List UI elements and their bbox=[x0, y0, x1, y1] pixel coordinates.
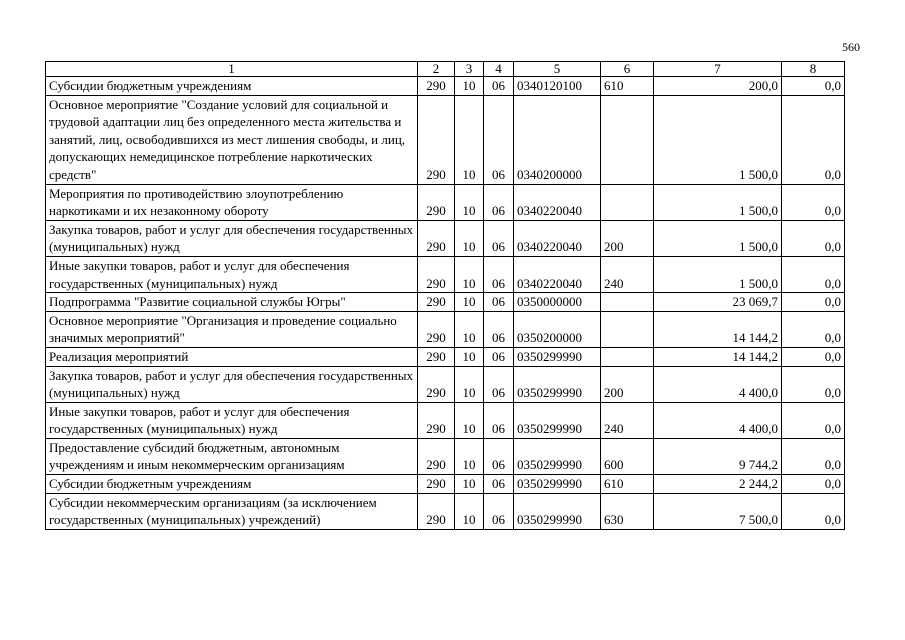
cell-col-6: 610 bbox=[601, 77, 654, 96]
cell-col-6: 200 bbox=[601, 366, 654, 402]
column-header-4: 4 bbox=[484, 62, 514, 77]
table-row bbox=[46, 438, 845, 474]
cell-col-3: 10 bbox=[455, 77, 484, 96]
cell-col-6: 240 bbox=[601, 402, 654, 438]
cell-col-5: 0340120100 bbox=[514, 77, 601, 96]
cell-col-2: 290 bbox=[418, 220, 455, 256]
cell-col-2: 290 bbox=[418, 475, 455, 494]
table-row bbox=[46, 220, 845, 256]
cell-col-2: 290 bbox=[418, 366, 455, 402]
table-row bbox=[46, 311, 845, 347]
cell-col-5: 0350299990 bbox=[514, 347, 601, 366]
cell-col-4: 06 bbox=[484, 475, 514, 494]
cell-col-3: 10 bbox=[455, 475, 484, 494]
cell-col-8: 0,0 bbox=[782, 293, 845, 312]
cell-col-7: 1 500,0 bbox=[654, 184, 782, 220]
row-name: Иные закупки товаров, работ и услуг для обеспечения государственных (муниципальных) нужд bbox=[46, 402, 418, 438]
cell-col-8: 0,0 bbox=[782, 347, 845, 366]
cell-col-7: 9 744,2 bbox=[654, 438, 782, 474]
cell-col-7: 4 400,0 bbox=[654, 366, 782, 402]
cell-col-2: 290 bbox=[418, 438, 455, 474]
table-row bbox=[46, 95, 845, 184]
cell-col-3: 10 bbox=[455, 95, 484, 184]
row-name: Субсидии бюджетным учреждениям bbox=[46, 475, 418, 494]
cell-col-2: 290 bbox=[418, 347, 455, 366]
row-name: Основное мероприятие "Организация и проведение социально значимых мероприятий" bbox=[46, 311, 418, 347]
row-name: Субсидии некоммерческим организациям (за исключением государственных (муниципальных) учреждений) bbox=[46, 493, 418, 529]
cell-col-2: 290 bbox=[418, 293, 455, 312]
row-name: Реализация мероприятий bbox=[46, 347, 418, 366]
cell-col-7: 200,0 bbox=[654, 77, 782, 96]
cell-col-2: 290 bbox=[418, 184, 455, 220]
row-name: Закупка товаров, работ и услуг для обеспечения государственных (муниципальных) нужд bbox=[46, 220, 418, 256]
column-header-8: 8 bbox=[782, 62, 845, 77]
cell-col-8: 0,0 bbox=[782, 77, 845, 96]
cell-col-3: 10 bbox=[455, 366, 484, 402]
row-name: Мероприятия по противодействию злоупотреблению наркотиками и их незаконному обороту bbox=[46, 184, 418, 220]
cell-col-2: 290 bbox=[418, 402, 455, 438]
row-name: Основное мероприятие "Создание условий для социальной и трудовой адаптации лиц без определенного места жительства и занятий, лиц, освободившихся из мест лишения свободы, и лиц, допускающих немедицинское потребление наркотических средств" bbox=[46, 95, 418, 184]
cell-col-2: 290 bbox=[418, 95, 455, 184]
cell-col-2: 290 bbox=[418, 77, 455, 96]
cell-col-5: 0350200000 bbox=[514, 311, 601, 347]
cell-col-4: 06 bbox=[484, 311, 514, 347]
cell-col-3: 10 bbox=[455, 438, 484, 474]
cell-col-4: 06 bbox=[484, 366, 514, 402]
cell-col-6: 240 bbox=[601, 256, 654, 292]
cell-col-2: 290 bbox=[418, 311, 455, 347]
cell-col-6: 630 bbox=[601, 493, 654, 529]
cell-col-6: 600 bbox=[601, 438, 654, 474]
table-row bbox=[46, 256, 845, 292]
cell-col-5: 0350299990 bbox=[514, 366, 601, 402]
cell-col-8: 0,0 bbox=[782, 438, 845, 474]
cell-col-3: 10 bbox=[455, 256, 484, 292]
table-row bbox=[46, 366, 845, 402]
cell-col-6: 200 bbox=[601, 220, 654, 256]
cell-col-5: 0350299990 bbox=[514, 402, 601, 438]
cell-col-5: 0340220040 bbox=[514, 220, 601, 256]
cell-col-6 bbox=[601, 347, 654, 366]
column-header-1: 1 bbox=[46, 62, 418, 77]
cell-col-3: 10 bbox=[455, 293, 484, 312]
cell-col-4: 06 bbox=[484, 493, 514, 529]
cell-col-5: 0350000000 bbox=[514, 293, 601, 312]
table-row bbox=[46, 347, 845, 366]
cell-col-8: 0,0 bbox=[782, 220, 845, 256]
table-row bbox=[46, 493, 845, 529]
row-name: Подпрограмма "Развитие социальной службы Югры" bbox=[46, 293, 418, 312]
cell-col-8: 0,0 bbox=[782, 475, 845, 494]
cell-col-4: 06 bbox=[484, 347, 514, 366]
cell-col-8: 0,0 bbox=[782, 366, 845, 402]
cell-col-7: 23 069,7 bbox=[654, 293, 782, 312]
column-header-7: 7 bbox=[654, 62, 782, 77]
column-header-6: 6 bbox=[601, 62, 654, 77]
cell-col-7: 14 144,2 bbox=[654, 311, 782, 347]
cell-col-7: 4 400,0 bbox=[654, 402, 782, 438]
budget-table bbox=[45, 61, 845, 530]
cell-col-4: 06 bbox=[484, 256, 514, 292]
cell-col-6 bbox=[601, 184, 654, 220]
cell-col-3: 10 bbox=[455, 311, 484, 347]
cell-col-4: 06 bbox=[484, 95, 514, 184]
row-name: Субсидии бюджетным учреждениям bbox=[46, 77, 418, 96]
cell-col-7: 2 244,2 bbox=[654, 475, 782, 494]
cell-col-5: 0340220040 bbox=[514, 184, 601, 220]
cell-col-4: 06 bbox=[484, 184, 514, 220]
cell-col-2: 290 bbox=[418, 493, 455, 529]
page-number: 560 bbox=[842, 40, 860, 54]
cell-col-4: 06 bbox=[484, 402, 514, 438]
cell-col-4: 06 bbox=[484, 77, 514, 96]
table-row bbox=[46, 402, 845, 438]
cell-col-7: 1 500,0 bbox=[654, 95, 782, 184]
column-header-3: 3 bbox=[455, 62, 484, 77]
cell-col-7: 1 500,0 bbox=[654, 220, 782, 256]
cell-col-6 bbox=[601, 95, 654, 184]
cell-col-6 bbox=[601, 293, 654, 312]
cell-col-4: 06 bbox=[484, 438, 514, 474]
row-name: Предоставление субсидий бюджетным, автономным учреждениям и иным некоммерческим организациям bbox=[46, 438, 418, 474]
cell-col-8: 0,0 bbox=[782, 311, 845, 347]
cell-col-8: 0,0 bbox=[782, 184, 845, 220]
table-row bbox=[46, 184, 845, 220]
cell-col-5: 0350299990 bbox=[514, 493, 601, 529]
cell-col-6: 610 bbox=[601, 475, 654, 494]
row-name: Иные закупки товаров, работ и услуг для обеспечения государственных (муниципальных) нужд bbox=[46, 256, 418, 292]
cell-col-6 bbox=[601, 311, 654, 347]
cell-col-8: 0,0 bbox=[782, 256, 845, 292]
cell-col-3: 10 bbox=[455, 220, 484, 256]
cell-col-7: 1 500,0 bbox=[654, 256, 782, 292]
cell-col-8: 0,0 bbox=[782, 402, 845, 438]
cell-col-3: 10 bbox=[455, 493, 484, 529]
cell-col-5: 0350299990 bbox=[514, 475, 601, 494]
cell-col-7: 7 500,0 bbox=[654, 493, 782, 529]
table-row bbox=[46, 475, 845, 494]
cell-col-4: 06 bbox=[484, 220, 514, 256]
row-name: Закупка товаров, работ и услуг для обеспечения государственных (муниципальных) нужд bbox=[46, 366, 418, 402]
cell-col-7: 14 144,2 bbox=[654, 347, 782, 366]
cell-col-5: 0340220040 bbox=[514, 256, 601, 292]
cell-col-8: 0,0 bbox=[782, 95, 845, 184]
cell-col-5: 0350299990 bbox=[514, 438, 601, 474]
cell-col-4: 06 bbox=[484, 293, 514, 312]
table-row bbox=[46, 293, 845, 312]
cell-col-8: 0,0 bbox=[782, 493, 845, 529]
cell-col-3: 10 bbox=[455, 402, 484, 438]
cell-col-3: 10 bbox=[455, 347, 484, 366]
cell-col-3: 10 bbox=[455, 184, 484, 220]
table-body bbox=[46, 77, 845, 530]
column-header-5: 5 bbox=[514, 62, 601, 77]
header-row bbox=[46, 62, 845, 77]
table-row bbox=[46, 77, 845, 96]
cell-col-2: 290 bbox=[418, 256, 455, 292]
cell-col-5: 0340200000 bbox=[514, 95, 601, 184]
column-header-2: 2 bbox=[418, 62, 455, 77]
